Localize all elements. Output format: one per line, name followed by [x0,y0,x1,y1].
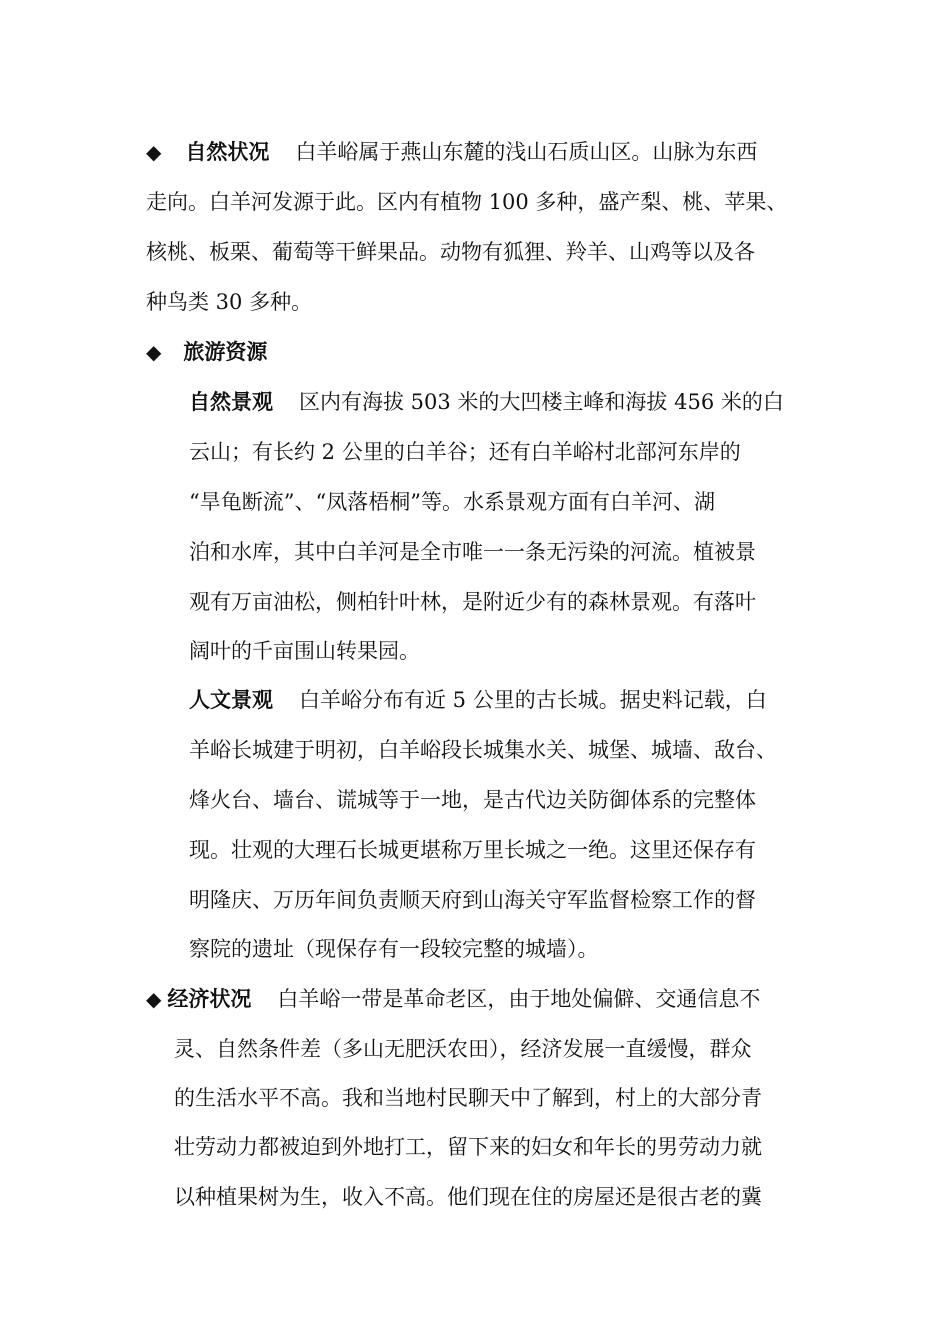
scenery-text-line: 泊和水库，其中白羊河是全市唯一一条无污染的河流。植被景 [189,540,756,564]
culture-text-line: 明隆庆、万历年间负责顺天府到山海关守军监督检察工作的督 [189,888,756,912]
culture-text-line: 现。壮观的大理石长城更堪称万里长城之一绝。这里还保存有 [189,838,756,862]
scenery-text-line: 阔叶的千亩围山转果园。 [189,639,420,663]
culture-heading-line [189,685,767,715]
natural-heading-line [146,137,757,167]
culture-text-line: 烽火台、墙台、谎城等于一地，是古代边关防御体系的完整体 [189,788,756,812]
scenery-heading: 自然景观 [189,389,273,414]
economy-text-line: 的生活水平不高。我和当地村民聊天中了解到，村上的大部分青 [174,1086,762,1110]
diamond-bullet-icon: ◆ [146,987,162,1011]
culture-text-line: 察院的遗址（现保存有一段较完整的城墙）。 [189,937,599,961]
scenery-heading-line [189,387,784,417]
culture-heading: 人文景观 [189,687,273,712]
economy-text-line: 壮劳动力都被迫到外地打工，留下来的妇女和年长的男劳动力就 [174,1135,762,1159]
scenery-text-line: “旱龟断流”、“凤落梧桐”等。水系景观方面有白羊河、湖 [189,490,715,514]
economy-heading: 经济状况 [167,986,252,1011]
economy-text-line: 灵、自然条件差（多山无肥沃农田），经济发展一直缓慢，群众 [174,1037,752,1061]
natural-text-line: 核桃、板栗、葡萄等干鲜果品。动物有狐狸、羚羊、山鸡等以及各 [146,240,755,264]
economy-heading-line [146,984,760,1014]
diamond-bullet-icon: ◆ [146,340,162,364]
natural-text-line: 种鸟类 30 多种。 [146,290,313,314]
scenery-text-line: 云山；有长约 2 公里的白羊谷；还有白羊峪村北部河东岸的 [189,440,741,464]
diamond-bullet-icon: ◆ [146,140,162,164]
tourism-heading: 旅游资源 [183,339,268,364]
economy-text-line: 白羊峪一带是革命老区，由于地处偏僻、交通信息不 [277,987,761,1011]
scenery-text-line: 区内有海拔 503 米的大凹楼主峰和海拔 456 米的白 [299,390,784,414]
natural-text-line: 白羊峪属于燕山东麓的浅山石质山区。山脉为东西 [295,140,758,164]
natural-text-line: 走向。白羊河发源于此。区内有植物 100 多种，盛产梨、桃、苹果、 [146,190,788,214]
economy-text-line: 以种植果树为生，收入不高。他们现在住的房屋还是很古老的冀 [174,1185,762,1209]
culture-text-line: 羊峪长城建于明初，白羊峪段长城集水关、城堡、城墙、敌台、 [189,738,777,762]
natural-heading: 自然状况 [185,139,270,164]
culture-text-line: 白羊峪分布有近 5 公里的古长城。据史料记载，白 [299,688,767,712]
tourism-heading-line [146,337,267,367]
scenery-text-line: 观有万亩油松，侧柏针叶林，是附近少有的森林景观。有落叶 [189,590,756,614]
